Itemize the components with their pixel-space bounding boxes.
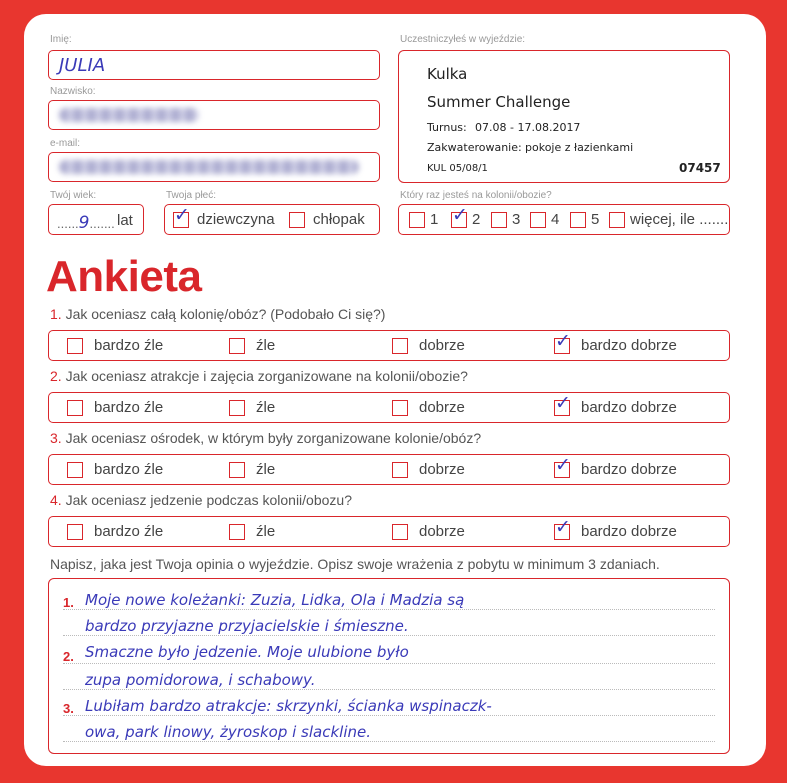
checkbox-visit-5[interactable] — [570, 212, 586, 228]
name-label: Imię: — [50, 34, 72, 45]
opinion-number-1: 1. — [63, 595, 74, 610]
question-3-option-3: dobrze — [419, 461, 465, 478]
question-3-text: 3. Jak oceniasz ośrodek, w którym były zorganizowane kolonie/obóz? — [50, 430, 482, 446]
question-2-checkbox-1[interactable] — [67, 400, 83, 416]
turnus-label: Turnus: — [427, 121, 467, 134]
option-dziewczyna: dziewczyna — [197, 211, 275, 228]
question-1-checkbox-1[interactable] — [67, 338, 83, 354]
question-3-checkbox-4[interactable] — [554, 454, 571, 478]
question-1-checkbox-2[interactable] — [229, 338, 245, 354]
company-name: Kulka — [427, 65, 468, 83]
gender-label: Twoja płeć: — [166, 190, 217, 201]
opinion-field[interactable] — [48, 578, 730, 754]
visits-field: 1 ✓ 2 3 4 5 więcej, ile ....... — [398, 204, 730, 235]
checkbox-visit-3[interactable] — [491, 212, 507, 228]
redacted-email — [59, 160, 359, 174]
question-1-option-1: bardzo źle — [94, 337, 164, 354]
question-4-checkbox-3[interactable] — [392, 524, 408, 540]
age-value: 9 — [78, 213, 90, 233]
question-3-checkbox-2[interactable] — [229, 462, 245, 478]
question-2-checkbox-4[interactable] — [554, 392, 571, 416]
option-chlopak: chłopak — [313, 211, 365, 228]
question-3-checkbox-3[interactable] — [392, 462, 408, 478]
question-2-checkbox-3[interactable] — [392, 400, 408, 416]
question-2-option-4: bardzo dobrze — [581, 399, 677, 416]
age-field[interactable]: ......9....... lat — [48, 204, 144, 235]
opinion-line-2: bardzo przyjazne przyjacielskie i śmieszne. — [85, 617, 409, 635]
accommodation-label: Zakwaterowanie: — [427, 141, 522, 154]
question-4-option-1: bardzo źle — [94, 523, 164, 540]
question-4-answers — [48, 516, 730, 547]
question-1-checkbox-4[interactable] — [554, 330, 571, 354]
question-4-option-2: źle — [256, 523, 276, 540]
name-value: JULIA — [59, 55, 106, 76]
question-1-text: 1. Jak oceniasz całą kolonię/obóz? (Podobało Ci się?) — [50, 306, 386, 322]
opinion-line-6: owa, park linowy, żyroskop i slackline. — [85, 723, 371, 741]
accommodation-value: pokoje z łazienkami — [525, 141, 634, 154]
checkbox-chlopak[interactable] — [289, 212, 305, 228]
question-3-answers — [48, 454, 730, 485]
check-mark-icon: ✓ — [174, 204, 190, 226]
checkbox-visit-1[interactable] — [409, 212, 425, 228]
question-4-text: 4. Jak oceniasz jedzenie podczas kolonii/obozu? — [50, 492, 352, 508]
question-1-checkbox-3[interactable] — [392, 338, 408, 354]
check-mark-icon: ✓ — [555, 516, 571, 538]
opinion-line-1: Moje nowe koleżanki: Zuzia, Lidka, Ola i Madzia są — [85, 591, 465, 609]
redacted-surname — [59, 108, 199, 122]
check-mark-icon: ✓ — [555, 454, 571, 476]
checkbox-visit-more[interactable] — [609, 212, 625, 228]
question-1-option-3: dobrze — [419, 337, 465, 354]
opinion-number-2: 2. — [63, 649, 74, 664]
participants-label: Uczestniczyłeś w wyjeździe: — [400, 34, 526, 45]
question-1-option-2: źle — [256, 337, 276, 354]
question-1-option-4: bardzo dobrze — [581, 337, 677, 354]
opinion-prompt: Napisz, jaka jest Twoja opinia o wyjeździe. Opisz swoje wrażenia z pobytu w minimum 3 zdaniach. — [50, 556, 660, 572]
trip-code: KUL 05/08/1 — [427, 163, 488, 174]
surname-label: Nazwisko: — [50, 86, 96, 97]
question-4-checkbox-2[interactable] — [229, 524, 245, 540]
question-2-option-3: dobrze — [419, 399, 465, 416]
name-field[interactable] — [48, 50, 380, 80]
question-3-checkbox-1[interactable] — [67, 462, 83, 478]
trip-info-box — [398, 50, 730, 183]
question-2-answers — [48, 392, 730, 423]
question-3-option-4: bardzo dobrze — [581, 461, 677, 478]
question-2-text: 2. Jak oceniasz atrakcje i zajęcia zorganizowane na kolonii/obozie? — [50, 368, 468, 384]
question-4-option-3: dobrze — [419, 523, 465, 540]
age-unit: lat — [117, 212, 133, 229]
question-4-checkbox-1[interactable] — [67, 524, 83, 540]
form-number: 07457 — [679, 161, 721, 175]
question-2-checkbox-2[interactable] — [229, 400, 245, 416]
check-mark-icon: ✓ — [555, 392, 571, 414]
program-name: Summer Challenge — [427, 93, 571, 111]
surname-field[interactable] — [48, 100, 380, 130]
check-mark-icon: ✓ — [452, 204, 468, 226]
age-label: Twój wiek: — [50, 190, 97, 201]
checkbox-dziewczyna[interactable] — [173, 204, 190, 228]
question-3-option-1: bardzo źle — [94, 461, 164, 478]
question-2-option-1: bardzo źle — [94, 399, 164, 416]
gender-field — [164, 204, 380, 235]
email-field[interactable] — [48, 152, 380, 182]
question-3-option-2: źle — [256, 461, 276, 478]
question-2-option-2: źle — [256, 399, 276, 416]
opinion-number-3: 3. — [63, 701, 74, 716]
checkbox-visit-2[interactable] — [451, 204, 468, 228]
question-4-checkbox-4[interactable] — [554, 516, 571, 540]
opinion-line-5: Lubiłam bardzo atrakcje: skrzynki, ścianka wspinaczk- — [85, 697, 492, 715]
opinion-line-4: zupa pomidorowa, i schabowy. — [85, 671, 316, 689]
checkbox-visit-4[interactable] — [530, 212, 546, 228]
opinion-line-3: Smaczne było jedzenie. Moje ulubione było — [85, 643, 409, 661]
question-4-option-4: bardzo dobrze — [581, 523, 677, 540]
turnus-value: 07.08 - 17.08.2017 — [475, 121, 581, 134]
check-mark-icon: ✓ — [555, 330, 571, 352]
email-label: e-mail: — [50, 138, 81, 149]
survey-title: Ankieta — [46, 252, 202, 301]
visits-label: Który raz jesteś na kolonii/obozie? — [400, 190, 552, 201]
question-1-answers — [48, 330, 730, 361]
